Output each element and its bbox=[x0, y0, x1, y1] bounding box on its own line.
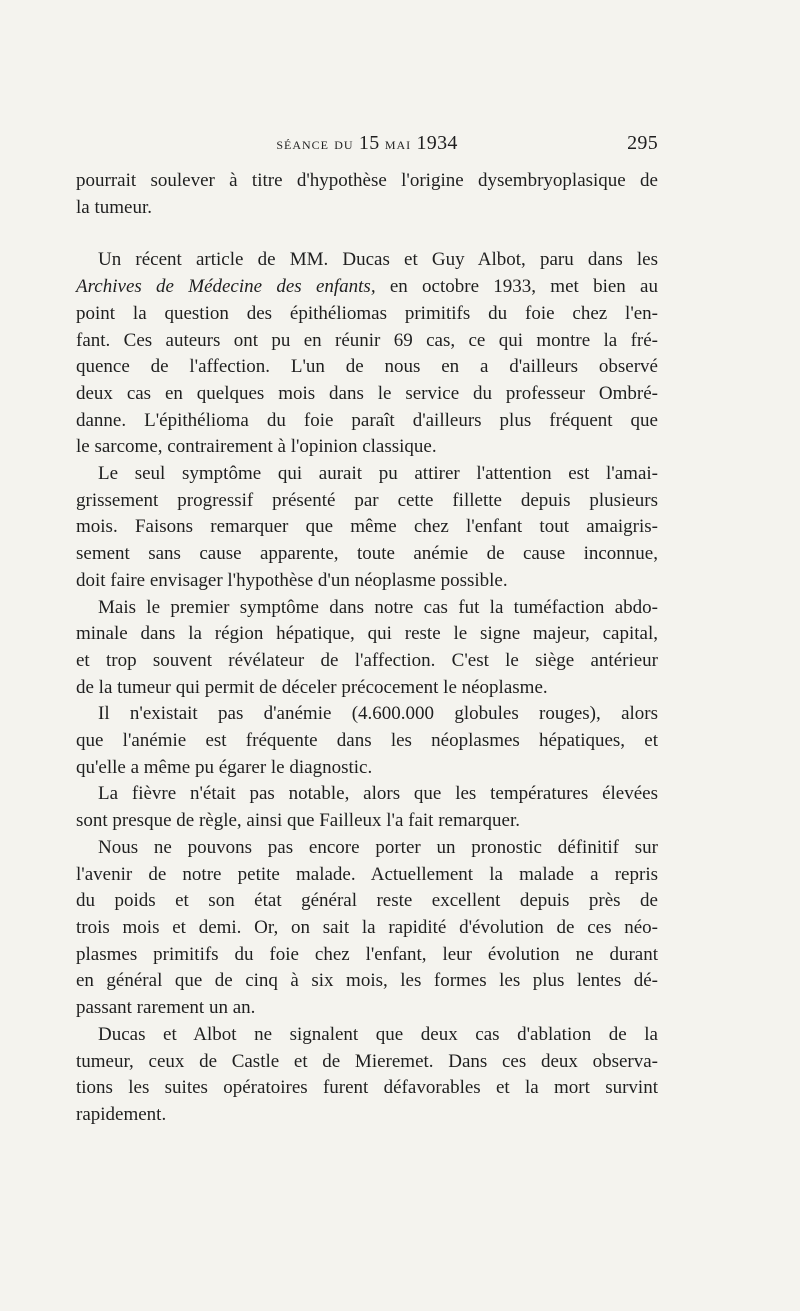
text-line: mois. Faisons remarquer que même chez l'enfant tout amaigris- bbox=[76, 516, 658, 538]
text-line: en général que de cinq à six mois, les formes les plus lentes dé- bbox=[76, 970, 658, 992]
text-line bbox=[76, 274, 658, 301]
text-line: plasmes primitifs du foie chez l'enfant, leur évolution ne durant bbox=[76, 943, 658, 965]
text-line: le sarcome, contrairement à l'opinion classique. bbox=[76, 436, 437, 458]
paragraph-2 bbox=[76, 461, 658, 595]
header-month: mai bbox=[384, 134, 412, 153]
running-header bbox=[76, 132, 658, 158]
text-line: deux cas en quelques mois dans le service du professeur Ombré- bbox=[76, 382, 658, 404]
text-line: que l'anémie est fréquente dans les néoplasmes hépatiques, et bbox=[76, 730, 658, 752]
text-line: sont presque de règle, ainsi que Failleux l'a fait remarquer. bbox=[76, 810, 520, 832]
text-line: La fièvre n'était pas notable, alors que les températures élevées bbox=[98, 783, 658, 805]
text-line: tions les suites opératoires furent défavorables et la mort survint bbox=[76, 1077, 658, 1099]
text-line: qu'elle a même pu égarer le diagnostic. bbox=[76, 756, 373, 778]
text-line: grissement progressif présenté par cette fillette depuis plusieurs bbox=[76, 489, 658, 511]
paragraph-6 bbox=[76, 835, 658, 1022]
text-line: Il n'existait pas d'anémie (4.600.000 globules rouges), alors bbox=[98, 703, 658, 725]
text-line: Le seul symptôme qui aurait pu attirer l'attention est l'amai- bbox=[98, 463, 658, 485]
journal-title: Archives de Médecine des enfants, bbox=[76, 276, 376, 298]
header-year: 1934 bbox=[416, 132, 458, 154]
text-line: la tumeur. bbox=[76, 196, 152, 218]
text-line: point la question des épithéliomas primitifs du foie chez l'en- bbox=[76, 302, 658, 324]
header-day: 15 bbox=[358, 132, 380, 154]
paragraph-1 bbox=[76, 247, 658, 461]
text-line: sement sans cause apparente, toute anémie de cause inconnue, bbox=[76, 543, 658, 565]
header-seance: séance du bbox=[276, 134, 354, 153]
text-line: Mais le premier symptôme dans notre cas fut la tuméfaction abdo- bbox=[98, 596, 658, 618]
paragraph-5 bbox=[76, 781, 658, 834]
paragraph-4 bbox=[76, 701, 658, 781]
text-line: Un récent article de MM. Ducas et Guy Albot, paru dans les bbox=[98, 249, 658, 271]
running-title bbox=[76, 132, 658, 155]
text-line: danne. L'épithélioma du foie paraît d'ailleurs plus fréquent que bbox=[76, 409, 658, 431]
text-line: de la tumeur qui permit de déceler précocement le néoplasme. bbox=[76, 676, 548, 698]
paragraph-3 bbox=[76, 595, 658, 702]
text-line: rapidement. bbox=[76, 1103, 167, 1125]
text-line: minale dans la région hépatique, qui reste le signe majeur, capital, bbox=[76, 623, 658, 645]
text-line-rest: en octobre 1933, met bien au bbox=[375, 276, 658, 298]
text-line: Nous ne pouvons pas encore porter un pronostic définitif sur bbox=[98, 836, 658, 858]
paragraph-7 bbox=[76, 1022, 658, 1129]
text-line: Ducas et Albot ne signalent que deux cas d'ablation de la bbox=[98, 1023, 658, 1045]
text-line: et trop souvent révélateur de l'affection. C'est le siège antérieur bbox=[76, 649, 658, 671]
text-line: l'avenir de notre petite malade. Actuellement la malade a repris bbox=[76, 863, 658, 885]
text-line: fant. Ces auteurs ont pu en réunir 69 cas, ce qui montre la fré- bbox=[76, 329, 658, 351]
text-line: du poids et son état général reste excellent depuis près de bbox=[76, 890, 658, 912]
text-line: trois mois et demi. Or, on sait la rapidité d'évolution de ces néo- bbox=[76, 916, 658, 938]
body-text bbox=[76, 168, 658, 1129]
text-line: doit faire envisager l'hypothèse d'un néoplasme possible. bbox=[76, 569, 508, 591]
text-line: passant rarement un an. bbox=[76, 997, 256, 1019]
text-line: pourrait soulever à titre d'hypothèse l'origine dysembryoplasique de bbox=[76, 170, 658, 191]
paragraph-0 bbox=[76, 168, 658, 221]
text-line: tumeur, ceux de Castle et de Mieremet. Dans ces deux observa- bbox=[76, 1050, 658, 1072]
text-line: quence de l'affection. L'un de nous en a d'ailleurs observé bbox=[76, 356, 658, 378]
page-number: 295 bbox=[627, 132, 658, 154]
